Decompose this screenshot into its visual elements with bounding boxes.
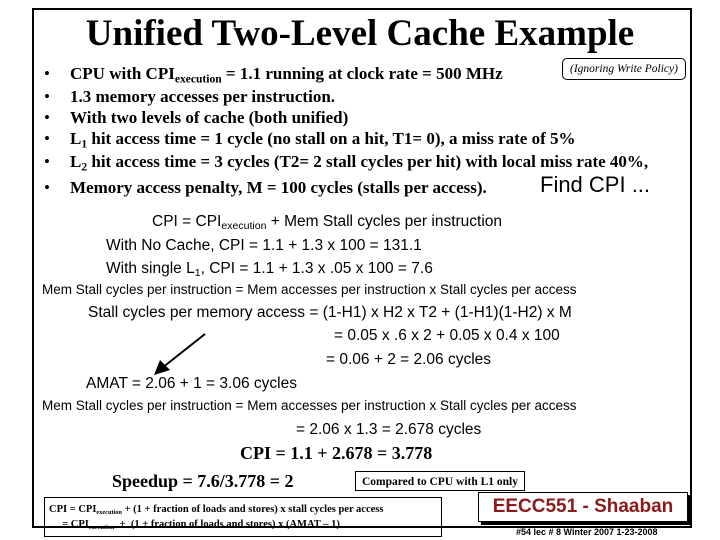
find-cpi-prompt: Find CPI ... xyxy=(540,172,651,197)
stall-per-access-line: Stall cycles per memory access = (1-H1) x H2 x T2 + (1-H1)(1-H2) x M xyxy=(88,304,572,321)
course-badge: EECC551 - Shaaban xyxy=(478,492,688,522)
formula-line: CPI = $CPI_{execution} + (1$ + fraction of loads and stores) x stall cycles per access xyxy=(49,504,384,516)
arrow-icon xyxy=(150,330,210,378)
bullet-icon: • xyxy=(44,64,50,83)
bullet-icon: • xyxy=(44,178,50,197)
calc-line: = 0.05 x .6 x 2 + 0.05 x 0.4 x 100 xyxy=(334,327,560,344)
write-policy-note: (Ignoring Write Policy) xyxy=(562,58,686,80)
bullet-icon: • xyxy=(44,108,50,127)
single-l1-line: With single $L_1$, CPI = 1.1 + 1.3 x .05 x 100 = 7.6 xyxy=(106,260,433,280)
mem-stall-definition: Mem Stall cycles per instruction = Mem accesses per instruction x Stall cycles per access xyxy=(42,282,577,297)
comparison-note: Compared to CPU with L1 only xyxy=(355,471,525,491)
cpi-equation: CPI = $CPI_{execution}$ + Mem Stall cycles per instruction xyxy=(152,213,503,233)
formula-line: = $CPI_{execution} + (1$ + fraction of loads and stores) x (AMAT – 1) xyxy=(49,519,340,531)
bullet-icon: • xyxy=(44,87,50,106)
calc-line: = 2.06 x 1.3 = 2.678 cycles xyxy=(296,421,482,438)
slide-title: Unified Two-Level Cache Example xyxy=(85,13,635,54)
calc-line: = 0.06 + 2 = 2.06 cycles xyxy=(326,351,492,368)
cpi-result: CPI = 1.1 + 2.678 = 3.778 xyxy=(240,443,433,463)
bullet-icon: • xyxy=(44,152,50,171)
amat-line: AMAT = 2.06 + 1 = 3.06 cycles xyxy=(86,375,297,392)
speedup-line: Speedup = 7.6/3.778 = 2 xyxy=(112,471,294,491)
mem-stall-definition: Mem Stall cycles per instruction = Mem accesses per instruction x Stall cycles per access xyxy=(42,398,577,413)
no-cache-line: With No Cache, CPI = 1.1 + 1.3 x 100 = 131.1 xyxy=(106,237,422,254)
bullet-icon: • xyxy=(44,129,50,148)
cpi-formula-box xyxy=(44,497,442,537)
slide-footer: #54 lec # 8 Winter 2007 1-23-2008 xyxy=(516,527,658,537)
